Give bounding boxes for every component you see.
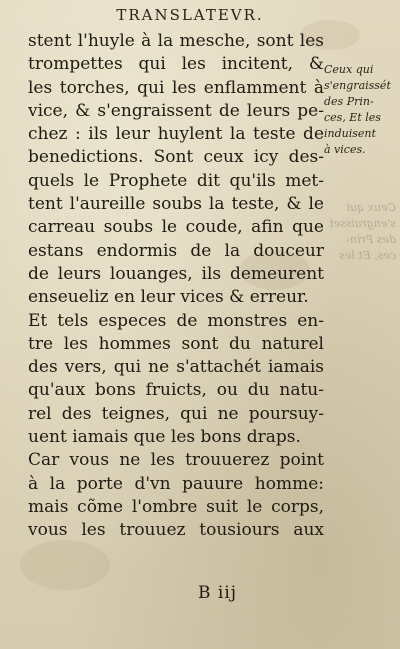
- text-line: carreau soubs le coude, afin que: [28, 217, 324, 238]
- text-line: vous les trouuez tousiours aux: [28, 520, 324, 541]
- text-line: à la porte d'vn pauure homme:: [28, 473, 324, 494]
- text-line: des vers, qui ne s'attachét iamais: [28, 357, 324, 378]
- text-line: Car vous ne les trouuerez point: [28, 450, 324, 471]
- signature-mark: B iij: [198, 583, 238, 603]
- paper-stain: [20, 540, 110, 590]
- marginal-note-line: s'engraissét: [324, 79, 391, 92]
- marginal-note-line: Ceux qui: [324, 63, 374, 76]
- text-line: chez : ils leur huylent la teste de: [28, 124, 324, 145]
- text-line: enseueliz en leur vices & erreur.: [28, 287, 309, 308]
- text-line: rel des teignes, qui ne poursuy-: [28, 403, 324, 424]
- show-through-text: [326, 200, 396, 264]
- text-line: stent l'huyle à la mesche, sont les: [28, 31, 324, 51]
- text-line: qu'aux bons fruicts, ou du natu-: [28, 380, 324, 401]
- running-head: TRANSLATEVR.: [116, 6, 264, 24]
- text-line: uent iamais que les bons draps.: [28, 427, 301, 448]
- show-through-line: Ceux qui: [346, 201, 396, 214]
- marginal-note-line: induisent: [324, 127, 376, 140]
- show-through-line: des Prin-: [346, 233, 396, 246]
- text-line: quels le Prophete dit qu'ils met-: [28, 170, 324, 191]
- body-text: [28, 30, 324, 543]
- text-line: Et tels especes de monstres en-: [28, 310, 324, 331]
- marginal-note-line: à vices.: [324, 143, 366, 156]
- show-through-line: ces, Et les: [339, 249, 396, 262]
- text-line: benedictions. Sont ceux icy des-: [28, 147, 324, 168]
- text-line: les torches, qui les enflamment à: [28, 77, 324, 98]
- marginal-note-line: ces, Et les: [324, 111, 381, 124]
- show-through-line: s'engraisset: [329, 217, 396, 230]
- text-line: tent l'aureille soubs la teste, & le: [28, 194, 324, 215]
- marginal-note: [324, 62, 398, 158]
- text-line: de leurs louanges, ils demeurent: [28, 263, 324, 284]
- marginal-note-line: des Prin-: [324, 95, 374, 108]
- text-line: tre les hommes sont du naturel: [28, 333, 324, 354]
- text-line: mais cõme l'ombre suit le corps,: [28, 496, 324, 517]
- text-line: trompettes qui les incitent, &: [28, 54, 324, 75]
- text-line: estans endormis de la douceur: [28, 240, 324, 261]
- text-line: vice, & s'engraissent de leurs pe-: [28, 100, 324, 121]
